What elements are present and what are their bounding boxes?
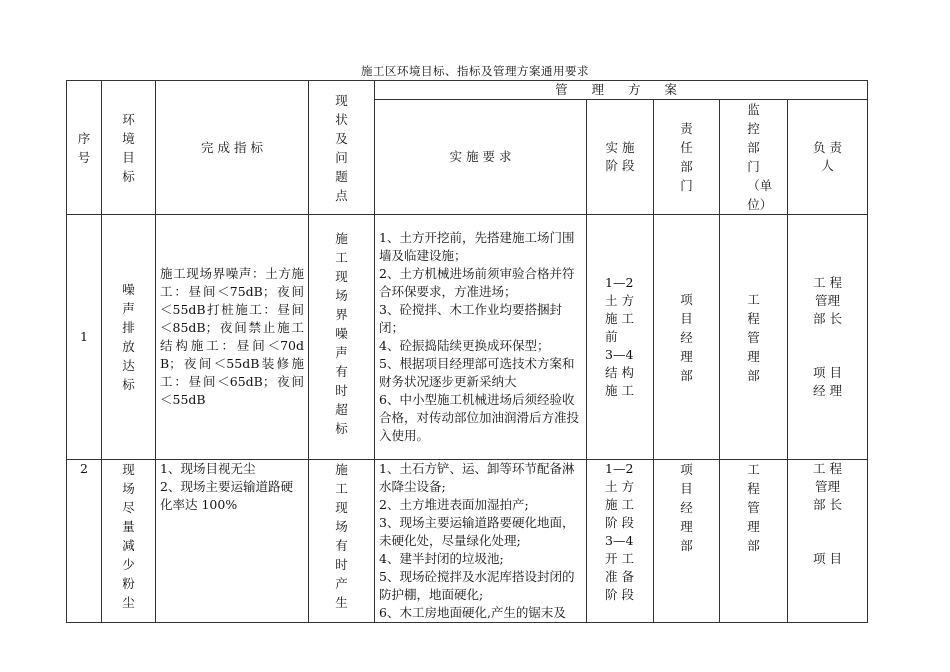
header-monitor: 监控部门（单位）: [720, 100, 788, 215]
row-seq: 2: [67, 460, 102, 623]
row-indicator: 1、现场目视无尘 2、现场主要运输道路硬化率达 100%: [156, 460, 309, 623]
row-goal: 噪声排放达标: [102, 215, 156, 460]
table-row: [67, 215, 868, 460]
row-seq: 1: [67, 215, 102, 460]
row-indicator: 施工现场界噪声：土方施工：昼间＜75dB；夜间＜55dB打桩施工：昼间＜85dB；夜间禁止施工结构施工：昼间＜70dB；夜间＜55dB装修施工：昼间＜65dB；夜间＜55dB: [156, 215, 309, 460]
header-seq: 序号: [67, 81, 102, 215]
row-monitor: 工程管理部: [720, 215, 788, 460]
header-indicator: 完 成 指 标: [156, 81, 309, 215]
row-dept: 项目经理部: [654, 460, 720, 623]
row-status: 施工现场有时产生: [309, 460, 375, 623]
row-stage: 1—2 土 方 施 工 前 3—4 结 构 施 工: [587, 215, 654, 460]
row-monitor: 工程管理部: [720, 460, 788, 623]
header-status: 现状及问题点: [309, 81, 375, 215]
row-dept: 项目经理部: [654, 215, 720, 460]
row-requirement: 1、土石方铲、运、卸等环节配备淋水降尘设备; 2、土方堆进表面加湿拍产; 3、现场主要运输道路要硬化地面，未硬化处，尽量绿化处理; 4、建半封闭的垃圾池; 5、现场砼搅拌及水泥库搭设封闭的防护棚，地面硬化; 6、木工房地面硬化,产生的锯末及: [375, 460, 587, 623]
header-plan: 管 理 方 案: [375, 81, 868, 100]
row-stage: 1—2 土 方 施 工 阶 段 3—4 开 工 准 备 阶 段: [587, 460, 654, 623]
row-status: 施工现场界噪声有时超标: [309, 215, 375, 460]
header-stage: 实 施 阶 段: [587, 100, 654, 215]
row-owner: 工 程 管理 部 长 项 目: [788, 460, 868, 623]
management-table: [66, 80, 868, 623]
header-requirement: 实 施 要 求: [375, 100, 587, 215]
header-goal: 环境目标: [102, 81, 156, 215]
row-requirement: 1、土方开挖前，先搭建施工场门围墙及临建设施； 2、土方机械进场前须审验合格并符合环保要求，方准进场； 3、砼搅拌、木工作业均要搭捆封闭； 4、砼振捣陆续更换成环保型； 5、根据项目经理部可选技术方案和财务状况逐步更新采纳大 6、中小型施工机械进场后须经验收合格，对传动部位加油润滑后方准投入使用。: [375, 215, 587, 460]
document-title: 施工区环境目标、指标及管理方案通用要求: [361, 64, 589, 78]
header-dept: 责任部门: [654, 100, 720, 215]
row-goal: 现场尽量减少粉尘: [102, 460, 156, 623]
row-owner: 工 程 管理 部 长 项 目 经 理: [788, 215, 868, 460]
table-row: [67, 460, 868, 623]
header-owner: 负 责 人: [788, 100, 868, 215]
